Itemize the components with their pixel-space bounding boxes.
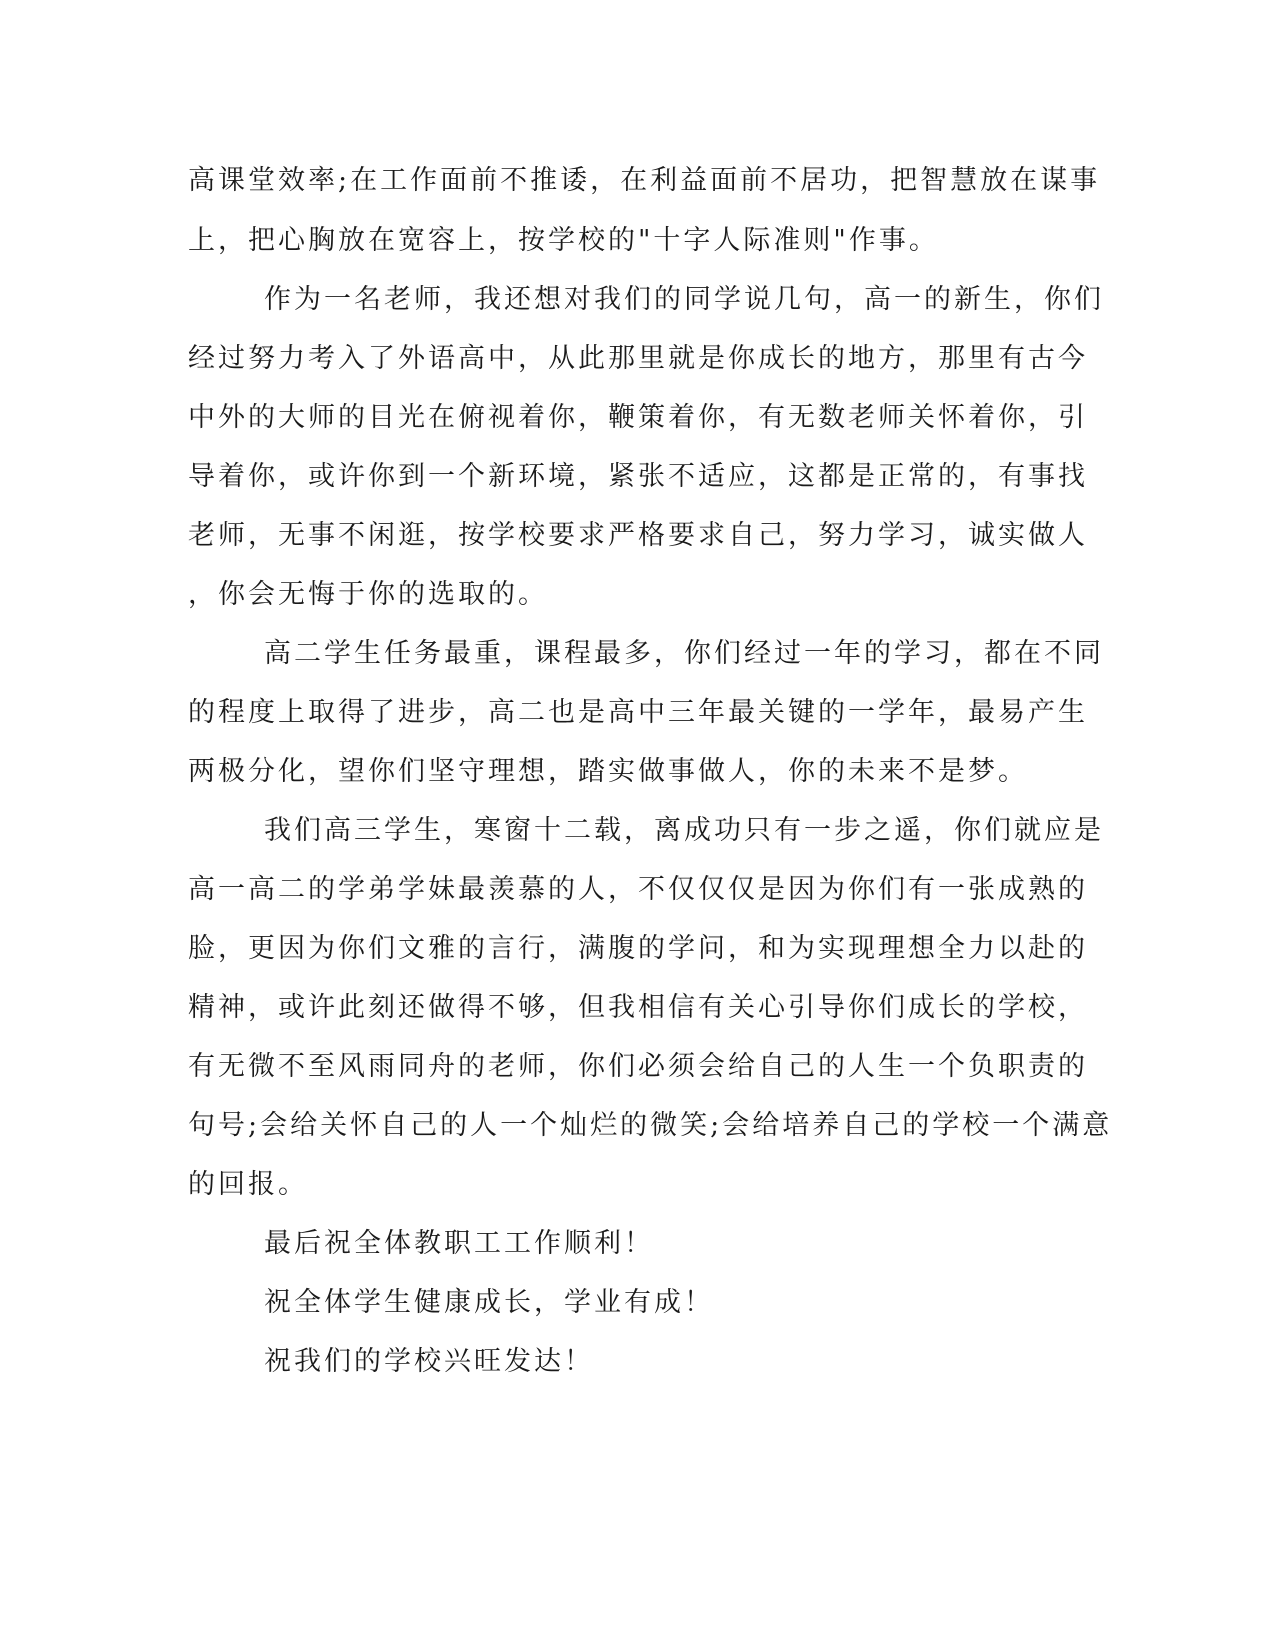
paragraph-first-line: 作为一名老师，我还想对我们的同学说几句，高一的新生，你们 [264,284,1104,315]
text-line: 脸，更因为你们文雅的言行，满腹的学问，和为实现理想全力以赴的 [188,933,1088,964]
text-line: 经过努力考入了外语高中，从此那里就是你成长的地方，那里有古今 [188,343,1088,374]
text-line: 精神，或许此刻还做得不够，但我相信有关心引导你们成长的学校， [188,992,1088,1023]
paragraph-first-line: 高二学生任务最重，课程最多，你们经过一年的学习，都在不同 [264,638,1104,669]
text-line: 高一高二的学弟学妹最羡慕的人，不仅仅仅是因为你们有一张成熟的 [188,874,1088,905]
closing-wish-line: 祝全体学生健康成长，学业有成！ [264,1287,714,1318]
text-line: 高课堂效率;在工作面前不推诿，在利益面前不居功，把智慧放在谋事 [188,165,1101,196]
text-line: 句号;会给关怀自己的人一个灿烂的微笑;会给培养自己的学校一个满意 [188,1110,1113,1141]
text-line: 有无微不至风雨同舟的老师，你们必须会给自己的人生一个负职责的 [188,1051,1088,1082]
text-line: 导着你，或许你到一个新环境，紧张不适应，这都是正常的，有事找 [188,461,1088,492]
text-line: 的程度上取得了进步，高二也是高中三年最关键的一学年，最易产生 [188,697,1088,728]
text-line: 上，把心胸放在宽容上，按学校的"十字人际准则"作事。 [188,225,939,256]
text-line: 的回报。 [188,1169,308,1200]
closing-wish-line: 最后祝全体教职工工作顺利！ [264,1228,654,1259]
closing-wish-line: 祝我们的学校兴旺发达！ [264,1346,594,1377]
text-line: ，你会无悔于你的选取的。 [188,579,548,610]
text-line: 老师，无事不闲逛，按学校要求严格要求自己，努力学习，诚实做人 [188,520,1088,551]
paragraph-first-line: 我们高三学生，寒窗十二载，离成功只有一步之遥，你们就应是 [264,815,1104,846]
text-line: 中外的大师的目光在俯视着你，鞭策着你，有无数老师关怀着你，引 [188,402,1088,433]
text-line: 两极分化，望你们坚守理想，踏实做事做人，你的未来不是梦。 [188,756,1028,787]
